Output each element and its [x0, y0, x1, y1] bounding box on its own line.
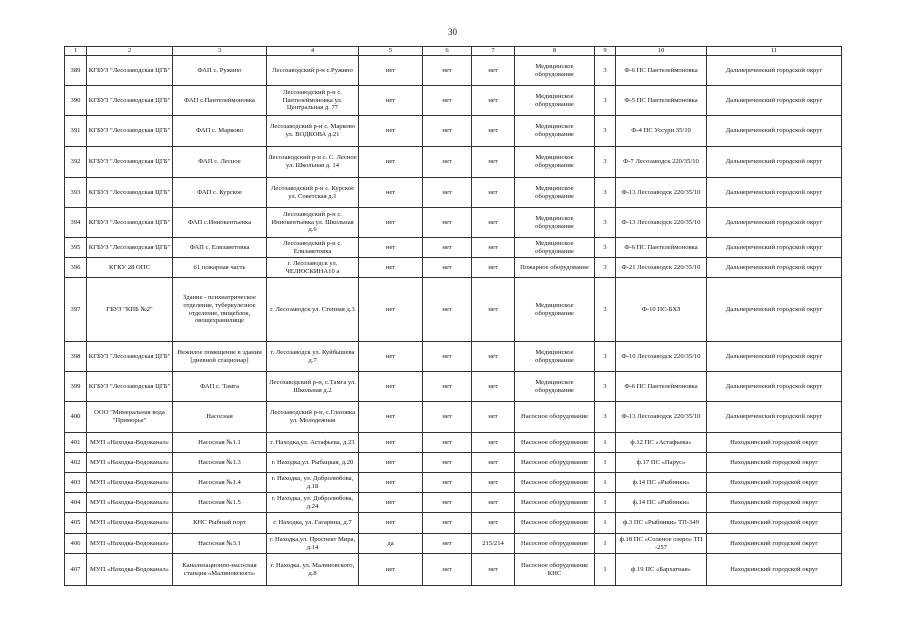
region-cell: Дальнереченский городской округ — [707, 372, 842, 402]
table-row — [65, 554, 842, 586]
equipment-cell: Медицинское оборудование — [515, 116, 595, 147]
table-row — [65, 178, 842, 208]
address-cell: Лесозаводский р-н с. Елизаветовка — [267, 238, 359, 258]
region-cell: Дальнереченский городской округ — [707, 56, 842, 86]
feeder-cell: Ф-21 Лесозаводск 220/35/10 — [616, 258, 707, 278]
column-7-cell: нет — [472, 86, 515, 116]
row-number: 392 — [65, 147, 87, 178]
object-cell: КНС Рыбный порт — [173, 513, 267, 534]
column-header: 4 — [267, 47, 359, 56]
equipment-cell: Насосное оборудование — [515, 513, 595, 534]
organization-cell: КГБУЗ "Лесозаводская ЦГБ" — [87, 56, 173, 86]
equipment-cell: Насосное оборудование — [515, 453, 595, 473]
region-cell: Дальнереченский городской округ — [707, 238, 842, 258]
column-5-cell: нет — [359, 56, 423, 86]
organization-cell: МУП «Находка-Водоканал» — [87, 513, 173, 534]
column-6-cell: нет — [423, 372, 472, 402]
category-cell: 1 — [595, 513, 616, 534]
equipment-cell: Насосное оборудование — [515, 534, 595, 554]
table-row — [65, 86, 842, 116]
table-row — [65, 278, 842, 342]
column-5-cell: нет — [359, 258, 423, 278]
object-cell: ФАП с. Марково — [173, 116, 267, 147]
feeder-cell: Ф-13 Лесозаводск 220/35/10 — [616, 402, 707, 433]
column-7-cell: нет — [472, 453, 515, 473]
organization-cell: ООО "Минеральная вода "Приморье" — [87, 402, 173, 433]
row-number: 395 — [65, 238, 87, 258]
column-6-cell: нет — [423, 208, 472, 238]
row-number: 400 — [65, 402, 87, 433]
feeder-cell: ф.3 ПС «Рыбники» ТП-349 — [616, 513, 707, 534]
column-6-cell: нет — [423, 116, 472, 147]
column-6-cell: нет — [423, 433, 472, 453]
column-5-cell: нет — [359, 513, 423, 534]
table-row — [65, 493, 842, 513]
column-7-cell: нет — [472, 513, 515, 534]
category-cell: 3 — [595, 86, 616, 116]
equipment-cell: Насосное оборудование — [515, 402, 595, 433]
column-header: 6 — [423, 47, 472, 56]
address-cell: Лесозаводский р-н с.Ружино — [267, 56, 359, 86]
column-7-cell: нет — [472, 554, 515, 586]
category-cell: 3 — [595, 147, 616, 178]
category-cell: 1 — [595, 534, 616, 554]
object-cell: 61 пожарная часть — [173, 258, 267, 278]
organization-cell: КГБУЗ "Лесозаводская ЦГБ" — [87, 208, 173, 238]
feeder-cell: Ф-10 ПС-БХЗ — [616, 278, 707, 342]
equipment-cell: Медицинское оборудование — [515, 372, 595, 402]
region-cell: Находкинский городской округ — [707, 453, 842, 473]
feeder-cell: ф.19 ПС «Бархатная» — [616, 554, 707, 586]
column-6-cell: нет — [423, 453, 472, 473]
object-cell: ФАП с. Курское — [173, 178, 267, 208]
object-cell: ФАП с. Тамга — [173, 372, 267, 402]
region-cell: Дальнереченский городской округ — [707, 208, 842, 238]
table-row — [65, 433, 842, 453]
address-cell: г. Находка. ул. Малиновского, д.8 — [267, 554, 359, 586]
region-cell: Дальнереченский городской округ — [707, 147, 842, 178]
column-5-cell: нет — [359, 278, 423, 342]
feeder-cell: ф.18 ПС «Соленое озеро» ТП -257 — [616, 534, 707, 554]
category-cell: 3 — [595, 278, 616, 342]
feeder-cell: Ф-13 Лесозаводск 220/35/10 — [616, 208, 707, 238]
object-cell: ФАП с. Лесное — [173, 147, 267, 178]
address-cell: Лесозаводский р-н, с.Тамга ул. Школьная д.2 — [267, 372, 359, 402]
column-5-cell: нет — [359, 372, 423, 402]
category-cell: 3 — [595, 208, 616, 238]
column-header: 8 — [515, 47, 595, 56]
object-cell: Насосная №1.5 — [173, 493, 267, 513]
column-7-cell: нет — [472, 433, 515, 453]
column-7-cell: нет — [472, 147, 515, 178]
feeder-cell: Ф-7 Лесозаводск 220/35/10 — [616, 147, 707, 178]
column-6-cell: нет — [423, 56, 472, 86]
object-cell: ФАП с. Ружино — [173, 56, 267, 86]
equipment-cell: Насосное оборудование — [515, 433, 595, 453]
feeder-cell: Ф-5 ПС Пантелеймоновка — [616, 86, 707, 116]
objects-table — [64, 46, 842, 586]
organization-cell: МУП «Находка-Водоканал» — [87, 534, 173, 554]
organization-cell: МУП «Находка-Водоканал» — [87, 473, 173, 493]
object-cell: Насосная — [173, 402, 267, 433]
column-7-cell: нет — [472, 258, 515, 278]
column-6-cell: нет — [423, 178, 472, 208]
category-cell: 1 — [595, 433, 616, 453]
table-row — [65, 258, 842, 278]
equipment-cell: Насосное оборудование — [515, 473, 595, 493]
row-number: 394 — [65, 208, 87, 238]
column-header: 9 — [595, 47, 616, 56]
address-cell: г. Находка, ул. Добролюбова, д.18 — [267, 473, 359, 493]
column-6-cell: нет — [423, 534, 472, 554]
organization-cell: МУП «Находка-Водоканал» — [87, 433, 173, 453]
column-5-cell: нет — [359, 554, 423, 586]
column-5-cell: нет — [359, 433, 423, 453]
region-cell: Дальнереченский городской округ — [707, 86, 842, 116]
equipment-cell: Медицинское оборудование — [515, 278, 595, 342]
equipment-cell: Медицинское оборудование — [515, 208, 595, 238]
row-number: 391 — [65, 116, 87, 147]
column-5-cell: нет — [359, 342, 423, 372]
column-6-cell: нет — [423, 342, 472, 372]
column-5-cell: нет — [359, 86, 423, 116]
column-7-cell: нет — [472, 372, 515, 402]
address-cell: г. Лесозаводск ул. ЧЕЛЮСКИНА10 а — [267, 258, 359, 278]
table-row — [65, 208, 842, 238]
header-row — [65, 47, 842, 56]
organization-cell: МУП «Находка-Водоканал» — [87, 554, 173, 586]
category-cell: 3 — [595, 178, 616, 208]
address-cell: г. Находка,ул. Астафьева, д.23 — [267, 433, 359, 453]
row-number: 399 — [65, 372, 87, 402]
table-row — [65, 147, 842, 178]
column-5-cell: нет — [359, 116, 423, 147]
feeder-cell: Ф-6 ПС Пантелеймоновка — [616, 372, 707, 402]
column-header: 11 — [707, 47, 842, 56]
column-header: 2 — [87, 47, 173, 56]
category-cell: 1 — [595, 493, 616, 513]
table-row — [65, 453, 842, 473]
column-7-cell: нет — [472, 208, 515, 238]
organization-cell: КГБУЗ "Лесозаводская ЦГБ" — [87, 178, 173, 208]
column-5-cell: нет — [359, 178, 423, 208]
column-header: 3 — [173, 47, 267, 56]
region-cell: Дальнереченский городской округ — [707, 178, 842, 208]
equipment-cell: Медицинское оборудование — [515, 147, 595, 178]
column-header: 10 — [616, 47, 707, 56]
equipment-cell: Медицинское оборудование — [515, 238, 595, 258]
table-row — [65, 402, 842, 433]
address-cell: Лесозаводский р-н с. Марково ул. ВОДКОВА д.21 — [267, 116, 359, 147]
column-5-cell: нет — [359, 473, 423, 493]
table-row — [65, 534, 842, 554]
row-number: 406 — [65, 534, 87, 554]
address-cell: г. Находка, ул. Добролюбова, д.24 — [267, 493, 359, 513]
organization-cell: КГБУЗ "Лесозаводская ЦГБ" — [87, 147, 173, 178]
organization-cell: КГКУ 28 ОПС — [87, 258, 173, 278]
object-cell: Насосная №1.4 — [173, 473, 267, 493]
organization-cell: КГБУЗ "Лесозаводская ЦГБ" — [87, 342, 173, 372]
table-row — [65, 473, 842, 493]
address-cell: г. Находка, ул. Гагарина, д.7 — [267, 513, 359, 534]
feeder-cell: ф.14 ПС «Рыбники» — [616, 473, 707, 493]
equipment-cell: Медицинское оборудование — [515, 86, 595, 116]
organization-cell: КГБУЗ "Лесозаводская ЦГБ" — [87, 116, 173, 147]
row-number: 389 — [65, 56, 87, 86]
row-number: 405 — [65, 513, 87, 534]
organization-cell: КГБУЗ "Лесозаводская ЦГБ" — [87, 372, 173, 402]
category-cell: 3 — [595, 116, 616, 147]
column-header: 7 — [472, 47, 515, 56]
feeder-cell: ф.14 ПС «Рыбники» — [616, 493, 707, 513]
column-6-cell: нет — [423, 147, 472, 178]
region-cell: Дальнереченский городской округ — [707, 116, 842, 147]
address-cell: г. Находка,ул. Рыбацкая, д.20 — [267, 453, 359, 473]
column-7-cell: нет — [472, 342, 515, 372]
feeder-cell: Ф-6 ПС Пантелеймоновка — [616, 238, 707, 258]
equipment-cell: Пожарное оборудование — [515, 258, 595, 278]
equipment-cell: Медицинское оборудование — [515, 342, 595, 372]
category-cell: 1 — [595, 554, 616, 586]
table-row — [65, 513, 842, 534]
column-6-cell: нет — [423, 258, 472, 278]
column-7-cell: нет — [472, 238, 515, 258]
equipment-cell: Медицинское оборудование — [515, 178, 595, 208]
row-number: 401 — [65, 433, 87, 453]
column-7-cell: нет — [472, 473, 515, 493]
column-5-cell: нет — [359, 493, 423, 513]
category-cell: 1 — [595, 453, 616, 473]
equipment-cell: Насосное оборудование КНС — [515, 554, 595, 586]
region-cell: Находкинский городской округ — [707, 513, 842, 534]
category-cell: 3 — [595, 56, 616, 86]
column-6-cell: нет — [423, 493, 472, 513]
row-number: 397 — [65, 278, 87, 342]
column-7-cell: нет — [472, 178, 515, 208]
category-cell: 1 — [595, 473, 616, 493]
object-cell: Нежилое помещение в здании [дневной стационар] — [173, 342, 267, 372]
row-number: 398 — [65, 342, 87, 372]
organization-cell: КГБУЗ "Лесозаводская ЦГБ" — [87, 86, 173, 116]
column-header: 1 — [65, 47, 87, 56]
object-cell: Канализационно-насосная станция «Малиновского» — [173, 554, 267, 586]
feeder-cell: Ф-4 ПС Уссури 35/10 — [616, 116, 707, 147]
row-number: 390 — [65, 86, 87, 116]
region-cell: Дальнереченский городской округ — [707, 278, 842, 342]
organization-cell: ГБУЗ "КПБ №2" — [87, 278, 173, 342]
object-cell: ФАП с.Пантелеймоновка — [173, 86, 267, 116]
region-cell: Находкинский городской округ — [707, 473, 842, 493]
region-cell: Находкинский городской округ — [707, 493, 842, 513]
address-cell: Лесозаводский р-н с. Курское ул. Советская д.1 — [267, 178, 359, 208]
row-number: 403 — [65, 473, 87, 493]
category-cell: 3 — [595, 372, 616, 402]
organization-cell: МУП «Находка-Водоканал» — [87, 493, 173, 513]
column-5-cell: нет — [359, 238, 423, 258]
feeder-cell: Ф-6 ПС Пантелеймоновка — [616, 56, 707, 86]
region-cell: Дальнереченский городской округ — [707, 342, 842, 372]
column-7-cell: нет — [472, 402, 515, 433]
object-cell: Насосная №1.3 — [173, 453, 267, 473]
column-7-cell: нет — [472, 278, 515, 342]
column-5-cell: да — [359, 534, 423, 554]
feeder-cell: Ф-10 Лесозаводск 220/35/10 — [616, 342, 707, 372]
column-header: 5 — [359, 47, 423, 56]
equipment-cell: Насосное оборудование — [515, 493, 595, 513]
category-cell: 3 — [595, 238, 616, 258]
column-6-cell: нет — [423, 86, 472, 116]
address-cell: Лесозаводский р-н с. С. Лесное ул. Школьная д. 14 — [267, 147, 359, 178]
region-cell: Находкинский городской округ — [707, 433, 842, 453]
organization-cell: КГБУЗ "Лесозаводская ЦГБ" — [87, 238, 173, 258]
address-cell: г. Лесозаводск ул. Куйбышева д.7 — [267, 342, 359, 372]
table-row — [65, 342, 842, 372]
row-number: 407 — [65, 554, 87, 586]
page-number: 30 — [448, 27, 457, 37]
feeder-cell: ф.17 ПС «Парус» — [616, 453, 707, 473]
column-7-cell: нет — [472, 493, 515, 513]
column-7-cell: 215/214 — [472, 534, 515, 554]
table-row — [65, 56, 842, 86]
address-cell: Лесозаводский р-н, с.Глазовка ул. Молодежная — [267, 402, 359, 433]
column-5-cell: нет — [359, 147, 423, 178]
object-cell: Насосная №3.1 — [173, 534, 267, 554]
object-cell: Здание - психиатрическое отделение, туберкулезное отделение, пищеблок, овощехранилище — [173, 278, 267, 342]
region-cell: Находкинский городской округ — [707, 554, 842, 586]
region-cell: Дальнереченский городской округ — [707, 258, 842, 278]
column-6-cell: нет — [423, 278, 472, 342]
category-cell: 3 — [595, 402, 616, 433]
organization-cell: МУП «Находка-Водоканал» — [87, 453, 173, 473]
column-6-cell: нет — [423, 402, 472, 433]
table-row — [65, 238, 842, 258]
object-cell: Насосная №1.1 — [173, 433, 267, 453]
address-cell: г. Находка,ул. Проспект Мира, д.14 — [267, 534, 359, 554]
column-6-cell: нет — [423, 473, 472, 493]
column-5-cell: нет — [359, 402, 423, 433]
column-5-cell: нет — [359, 453, 423, 473]
row-number: 396 — [65, 258, 87, 278]
address-cell: г. Лесозаводск ул. Степная д.3 — [267, 278, 359, 342]
address-cell: Лесозаводский р-н с. Иннокентьевка ул. Школьная д.6 — [267, 208, 359, 238]
feeder-cell: Ф-13 Лесозаводск 220/35/10 — [616, 178, 707, 208]
column-7-cell: нет — [472, 56, 515, 86]
table-row — [65, 116, 842, 147]
category-cell: 3 — [595, 258, 616, 278]
object-cell: ФАП с.Иннокентьевка — [173, 208, 267, 238]
equipment-cell: Медицинское оборудование — [515, 56, 595, 86]
column-6-cell: нет — [423, 513, 472, 534]
column-6-cell: нет — [423, 238, 472, 258]
category-cell: 3 — [595, 342, 616, 372]
table-row — [65, 372, 842, 402]
column-7-cell: нет — [472, 116, 515, 147]
column-6-cell: нет — [423, 554, 472, 586]
feeder-cell: ф.12 ПС «Астафьева» — [616, 433, 707, 453]
column-5-cell: нет — [359, 208, 423, 238]
region-cell: Находкинский городской округ — [707, 534, 842, 554]
address-cell: Лесозаводский р-н с. Пантелеймоновка ул. Центральная д. 77 — [267, 86, 359, 116]
row-number: 393 — [65, 178, 87, 208]
row-number: 402 — [65, 453, 87, 473]
object-cell: ФАП с. Елизаветовка — [173, 238, 267, 258]
region-cell: Дальнереченский городской округ — [707, 402, 842, 433]
row-number: 404 — [65, 493, 87, 513]
